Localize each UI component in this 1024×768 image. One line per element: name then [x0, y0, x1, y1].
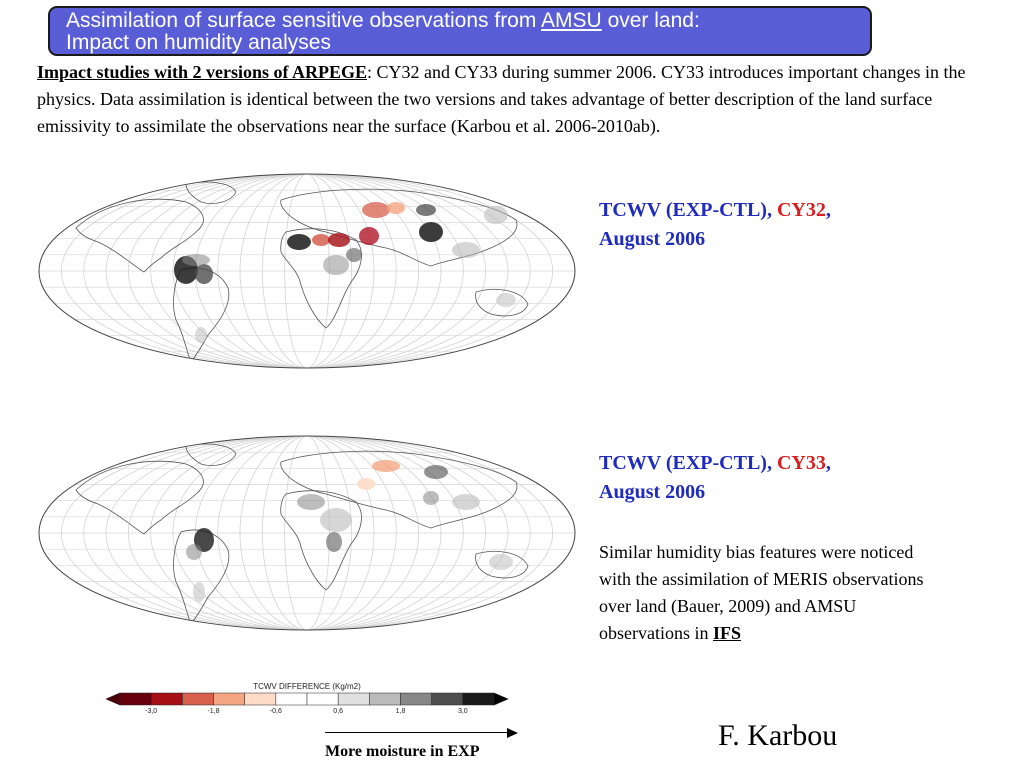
caption-version: CY32	[776, 199, 826, 221]
colorbar-left-tip	[106, 693, 120, 705]
colorbar-tick-label: -3,0	[145, 708, 158, 715]
colorbar-tick-label: -1,8	[207, 708, 220, 715]
colorbar-swatch	[245, 693, 276, 705]
note-paragraph	[599, 539, 929, 647]
caption-date: August 2006	[599, 228, 706, 250]
colorbar-tick-label: 3,0	[457, 708, 468, 715]
colorbar-tick-label: -0,6	[269, 708, 282, 715]
colorbar-swatch	[338, 693, 369, 705]
colorbar-tick-label: 1,8	[395, 708, 406, 715]
caption-comma: ,	[825, 199, 831, 221]
legend-title: TCWV DIFFERENCE (Kg/m2)	[253, 682, 361, 691]
title-text-start: Assimilation of surface sensitive observations from	[66, 9, 542, 32]
tcwv-map-cy32	[36, 170, 578, 372]
amsu-link[interactable]: AMSU	[541, 9, 602, 32]
colorbar-swatch	[307, 693, 338, 705]
title-line-1	[66, 10, 870, 32]
title-line-2: Impact on humidity analyses	[66, 31, 331, 54]
caption-prefix: TCWV (EXP-CTL),	[599, 452, 777, 474]
colorbar-swatch	[463, 693, 494, 705]
title-banner	[48, 6, 872, 56]
colorbar-swatch	[432, 693, 463, 705]
moisture-arrow-head-icon	[507, 728, 518, 738]
map-caption-cy33	[599, 449, 831, 507]
map-caption-cy32	[599, 196, 831, 254]
colorbar-swatch	[369, 693, 400, 705]
title-text-end: over land:	[601, 9, 700, 32]
tcwv-map-cy33	[36, 432, 578, 634]
colorbar-swatch	[120, 693, 151, 705]
colorbar-swatch	[182, 693, 213, 705]
caption-comma: ,	[825, 452, 831, 474]
moisture-label: More moisture in EXP	[325, 743, 480, 760]
colorbar-right-tip	[494, 693, 508, 705]
colorbar-ticks	[145, 708, 468, 715]
ifs-link[interactable]: IFS	[713, 623, 742, 643]
intro-paragraph	[37, 59, 1007, 140]
intro-lead: Impact studies with 2 versions of ARPEGE	[37, 62, 368, 82]
caption-version: CY33	[776, 452, 826, 474]
colorbar-swatches	[120, 693, 494, 705]
caption-prefix: TCWV (EXP-CTL),	[599, 199, 777, 221]
colorbar-swatch	[214, 693, 245, 705]
note-text: Similar humidity bias features were noticed with the assimilation of MERIS observations over land (Bauer, 2009) and AMSU observations in	[599, 542, 924, 643]
colorbar-swatch	[151, 693, 182, 705]
intro-body: : CY32 and CY33 during summer 2006. CY33 introduces important changes in the physics. Data assimilation is identical between the two versions and takes advantage of better description of the land surface emissivity to assimilate the observations near the surface (Karbou et al. 2006-2010ab).	[37, 62, 966, 136]
author-name: F. Karbou	[718, 719, 838, 752]
colorbar-tick-label: 0,6	[333, 708, 344, 715]
colorbar-swatch	[401, 693, 432, 705]
caption-date: August 2006	[599, 481, 706, 503]
moisture-arrow-line	[325, 732, 509, 733]
colorbar-legend	[104, 680, 510, 716]
colorbar-swatch	[276, 693, 307, 705]
